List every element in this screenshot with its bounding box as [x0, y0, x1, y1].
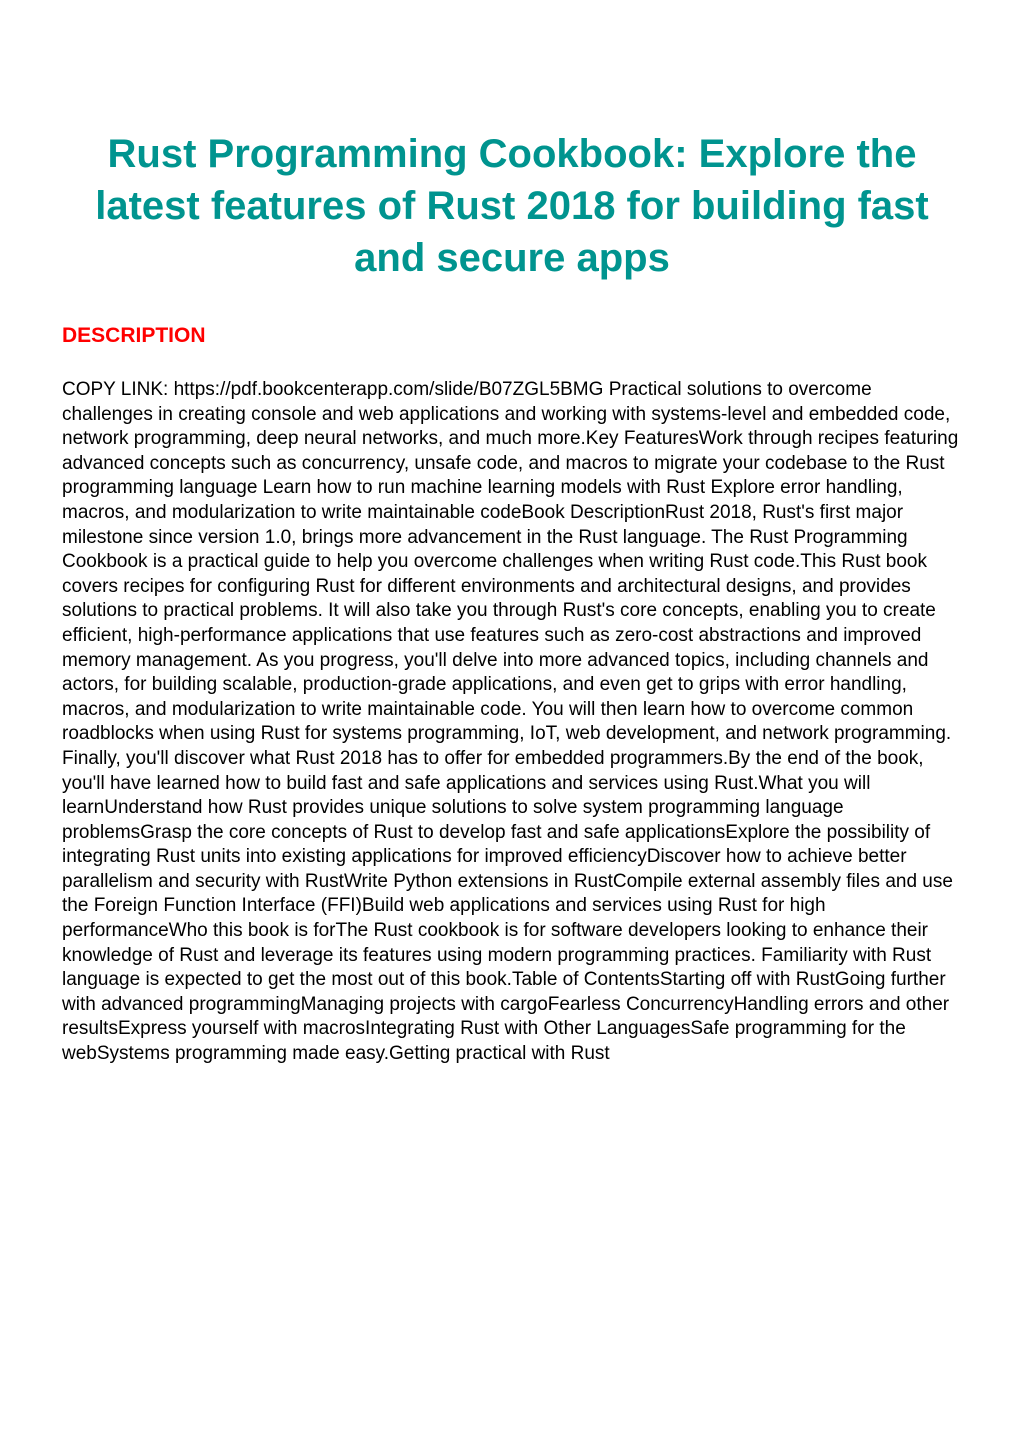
document-title: Rust Programming Cookbook: Explore the latest features of Rust 2018 for building fast and secure apps [95, 132, 929, 280]
description-text: COPY LINK: https://pdf.bookcenterapp.com/slide/B07ZGL5BMG Practical solutions to overcome challenges in creating console and web applications and working with systems-level and embedded code, network programming, deep neural networks, and much more.Key FeaturesWork through recipes featuring advanced concepts such as concurrency, unsafe code, and macros to migrate your codebase to the Rust programming language Learn how to run machine learning models with Rust Explore error handling, macros, and modularization to write maintainable codeBook DescriptionRust 2018, Rust's first major milestone since version 1.0, brings more advancement in the Rust language. The Rust Programming Cookbook is a practical guide to help you overcome challenges when writing Rust code.This Rust book covers recipes for configuring Rust for different environments and architectural designs, and provides solutions to practical problems. It will also take you through Rust's core concepts, enabling you to create efficient, high-performance applications that use features such as zero-cost abstractions and improved memory management. As you progress, you'll delve into more advanced topics, including channels and actors, for building scalable, production-grade applications, and even get to grips with error handling, macros, and modularization to write maintainable code. You will then learn how to overcome common roadblocks when using Rust for systems programming, IoT, web development, and network programming. Finally, you'll discover what Rust 2018 has to offer for embedded programmers.By the end of the book, you'll have learned how to build fast and safe applications and services using Rust.What you will learnUnderstand how Rust provides unique solutions to solve system programming language problemsGrasp the core concepts of Rust to develop fast and safe applicationsExplore the possibility of integrating Rust units into existing applications for improved efficiencyDiscover how to achieve better parallelism and security with RustWrite Python extensions in RustCompile external assembly files and use the Foreign Function Interface (FFI)Build web applications and services using Rust for high performanceWho this book is forThe Rust cookbook is for software developers looking to enhance their knowledge of Rust and leverage its features using modern programming practices. Familiarity with Rust language is expected to get the most out of this book.Table of ContentsStarting off with RustGoing further with advanced programmingManaging projects with cargoFearless ConcurrencyHandling errors and other resultsExpress yourself with macrosIntegrating Rust with Other LanguagesSafe programming for the webSystems programming made easy.Getting practical with Rust [62, 379, 959, 1065]
description-heading: DESCRIPTION [62, 324, 206, 347]
